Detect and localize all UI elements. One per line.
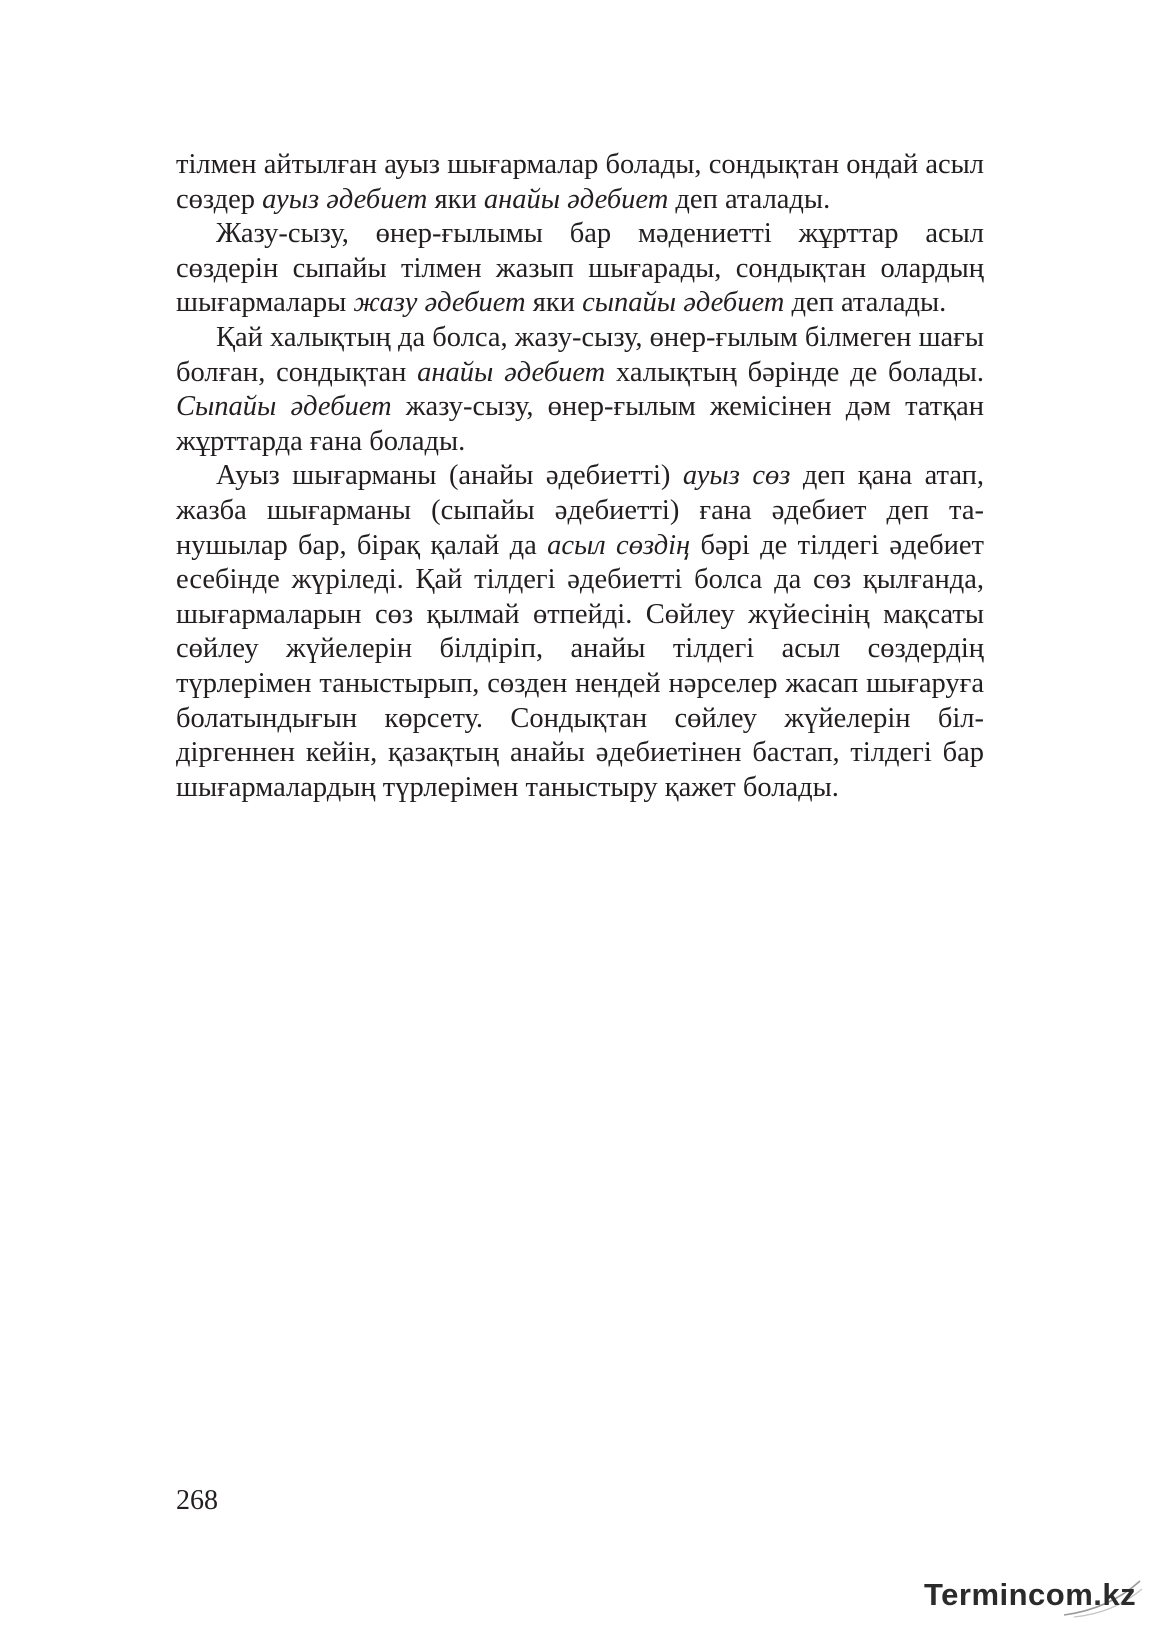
italic-term: анайы әдебиет bbox=[417, 356, 606, 388]
text-run: яки bbox=[525, 287, 583, 319]
text-run: Жазу-сызу, өнер-ғылымы бар мәдениетті жұрттар асыл сөздерін сыпайы тілмен жазып шығарады, сондықтан олардың шығармалары bbox=[176, 218, 984, 319]
text-run: Қай халықтың да болса, жазу-сызу, өнер-ғылым білмеген шағы болған, сондықтан bbox=[176, 321, 984, 388]
paragraph-4 bbox=[176, 459, 984, 805]
italic-term: Сыпайы әдебиет bbox=[176, 391, 392, 423]
watermark-text: Termincom.kz bbox=[924, 1577, 1137, 1612]
paragraph-2 bbox=[176, 217, 984, 321]
italic-term: сыпайы әдебиет bbox=[582, 287, 785, 319]
italic-term: жазу әдебиет bbox=[353, 287, 526, 319]
watermark-logo bbox=[914, 1575, 1144, 1619]
paragraph-3 bbox=[176, 321, 984, 459]
italic-term: ауыз әдебиет bbox=[262, 183, 428, 215]
text-run: яки bbox=[427, 183, 484, 215]
text-run: жазу-сызу, өнер-ғылым жемісінен дәм татқан жұрттарда ғана болады. bbox=[176, 391, 984, 457]
text-run: Ауыз шығарманы (анайы әдебиетті) bbox=[216, 460, 683, 492]
text-run: тілмен айтылған ауыз шығармалар болады, сондықтан ондай асыл сөздер bbox=[176, 149, 984, 215]
text-run: халықтың бәрінде де болады. bbox=[605, 356, 984, 388]
paragraph-1 bbox=[176, 148, 984, 217]
text-run: деп аталады. bbox=[668, 183, 831, 215]
text-run: деп қана атап, жазба шығарманы (сыпайы әдебиетті) ғана әдебиет деп танушылар бар, бірақ қалай да bbox=[176, 460, 984, 561]
italic-term: асыл сөздің bbox=[547, 529, 691, 561]
italic-term: анайы әдебиет bbox=[483, 183, 669, 215]
body-text bbox=[176, 148, 984, 805]
italic-term: ауыз сөз bbox=[682, 460, 791, 492]
page-number: 268 bbox=[176, 1485, 218, 1516]
text-run: бәрі де тілдегі әдебиет есебінде жүріледі. Қай тілдегі әдебиетті болса да сөз қылғанда, шығармаларын сөз қылмай өтпейді. Сөйлеу жүйесінің мақсаты сөйлеу жүйелерін білдіріп, анайы тілдегі асыл сөздердің түрлерімен таныстырып, сөзден нендей нәрселер жасап шығаруға болатындығын көрсету. Сондықтан сөйлеу жүйелерін білдіргеннен кейін, қазақтың анайы әдебиетінен бастап, тілдегі бар шығармалардың түрлерімен таныстыру қажет болады. bbox=[176, 529, 984, 803]
text-run: деп аталады. bbox=[784, 287, 947, 319]
